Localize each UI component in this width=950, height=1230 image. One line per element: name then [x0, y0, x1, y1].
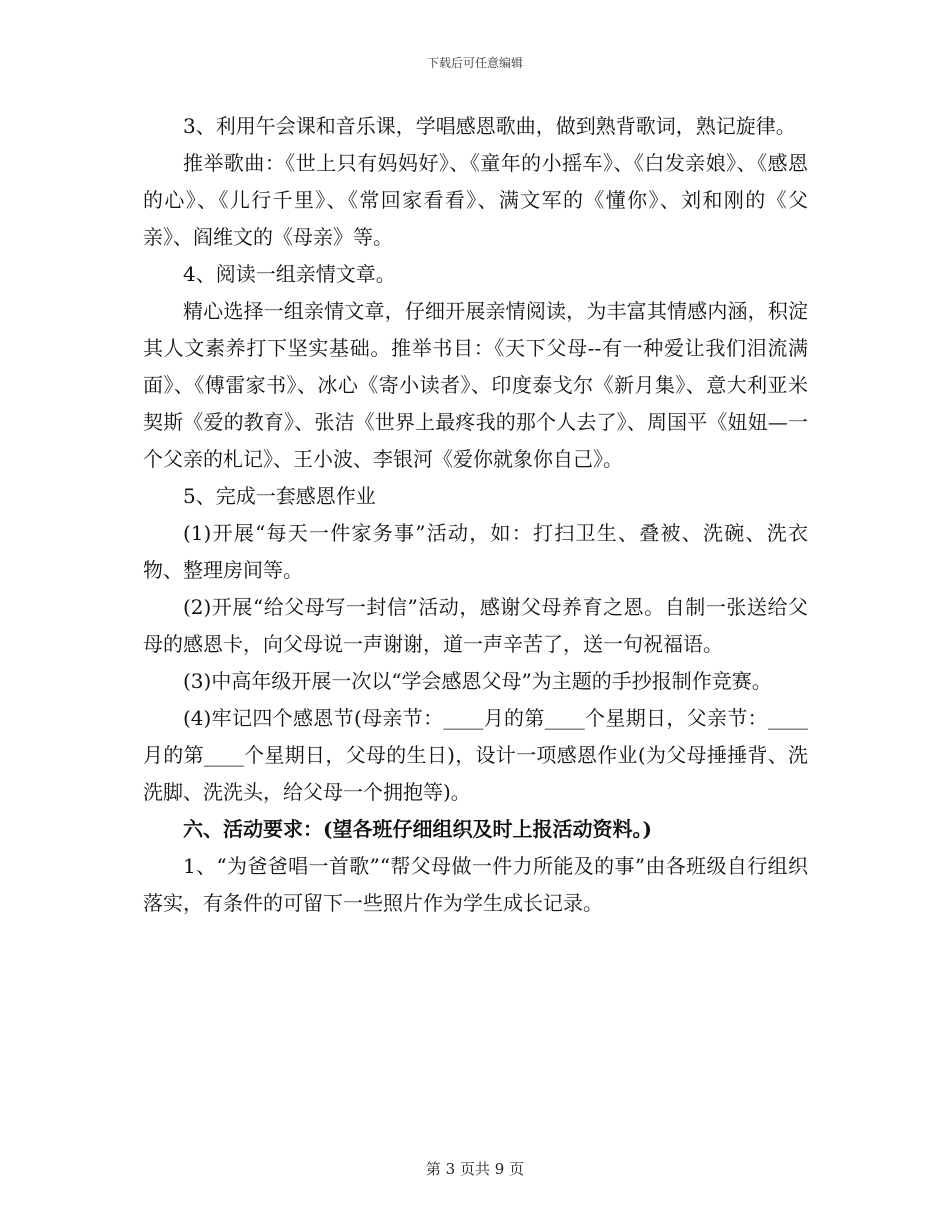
paragraph-housework: (1)开展“每天一件家务事”活动，如：打扫卫生、叠被、洗碗、洗衣物、整理房间等。 — [143, 521, 808, 582]
paragraph-music-lessons: 3、利用午会课和音乐课，学唱感恩歌曲，做到熟背歌词，熟记旋律。 — [183, 114, 796, 138]
paragraph-letter: (2)开展“给父母写一封信”活动，感谢父母养育之恩。自制一张送给父母的感恩卡，向父母说一声谢谢，道一声辛苦了，送一句祝福语。 — [143, 595, 808, 656]
paragraph-requirement-1: 1、“为爸爸唱一首歌”“帮父母做一件力所能及的事”由各班级自行组织落实，有条件的可留下一些照片作为学生成长记录。 — [143, 854, 808, 915]
paragraph-festivals: (4)牢记四个感恩节(母亲节：____月的第____个星期日，父亲节：____月的第____个星期日，父母的生日)，设计一项感恩作业(为父母捶捶背、洗洗脚、洗洗头，给父母一个拥抱等)。 — [143, 706, 808, 804]
page-footer: 第 3 页共 9 页 — [425, 1160, 525, 1178]
paragraph-handwritten-newspaper: (3)中高年级开展一次以“学会感恩父母”为主题的手抄报制作竞赛。 — [183, 669, 772, 693]
paragraph-recommended-books: 精心选择一组亲情文章，仔细开展亲情阅读，为丰富其情感内涵，积淀其人文素养打下坚实基础。推举书目：《天下父母--有一种爱让我们泪流满面》、《傅雷家书》、冰心《寄小读者》、印度泰戈尔《新月集》、意大利亚米契斯《爱的教育》、张洁《世界上最疼我的那个人去了》、周国平《妞妞—一个父亲的札记》、王小波、李银河《爱你就象你自己》。 — [143, 299, 808, 471]
page-header: 下载后可任意编辑 — [426, 56, 523, 70]
paragraph-reading-heading: 4、阅读一组亲情文章。 — [183, 262, 396, 286]
paragraph-recommended-songs: 推举歌曲：《世上只有妈妈好》、《童年的小摇车》、《白发亲娘》、《感恩的心》、《儿行千里》、《常回家看看》、满文军的《懂你》、刘和刚的《父亲》、阎维文的《母亲》等。 — [143, 151, 808, 249]
paragraph-homework-heading: 5、完成一套感恩作业 — [183, 484, 376, 508]
section-heading-requirements: 六、活动要求：(望各班仔细组织及时上报活动资料。) — [183, 817, 652, 841]
document-body — [143, 108, 808, 922]
